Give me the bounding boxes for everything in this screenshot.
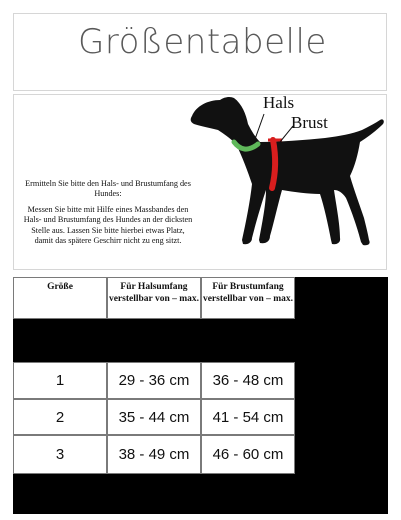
row-1-neck: 29 - 36 cm xyxy=(107,362,201,399)
instructions-body: Messen Sie bitte mit Hilfe eines Massbandes den Hals- und Brustumfang des Hundes an der dicksten Stelle aus. Lassen Sie bitte hierbei etwas Platz, damit das spätere Geschirr nicht zu eng sitzt. xyxy=(23,204,193,246)
black-column xyxy=(295,277,388,514)
header-neck: Für Halsumfang verstellbar von – max. xyxy=(107,277,201,319)
hals-pointer xyxy=(254,114,264,142)
black-row-bottom xyxy=(13,474,295,514)
row-2-neck: 35 - 44 cm xyxy=(107,399,201,435)
brust-label: Brust xyxy=(291,113,328,132)
row-1-chest: 36 - 48 cm xyxy=(201,362,295,399)
row-3-size: 3 xyxy=(13,435,107,474)
hals-label: Hals xyxy=(263,93,295,112)
row-2-size: 2 xyxy=(13,399,107,435)
row-3-chest: 46 - 60 cm xyxy=(201,435,295,474)
page-title: Größentabelle xyxy=(78,22,327,62)
measuring-instructions xyxy=(22,179,194,251)
instructions-intro: Ermitteln Sie bitte den Hals- und Brustumfang des Hundes: xyxy=(25,179,191,199)
size-table xyxy=(13,277,388,514)
header-chest: Für Brustumfang verstellbar von – max. xyxy=(201,277,295,319)
row-3-neck: 38 - 49 cm xyxy=(107,435,201,474)
row-1-size: 1 xyxy=(13,362,107,399)
row-2-chest: 41 - 54 cm xyxy=(201,399,295,435)
black-row-top xyxy=(13,319,295,362)
header-size: Größe xyxy=(13,277,107,319)
dog-silhouette xyxy=(191,97,384,245)
dog-silhouette-diagram xyxy=(190,94,390,264)
chest-strap xyxy=(272,140,275,188)
